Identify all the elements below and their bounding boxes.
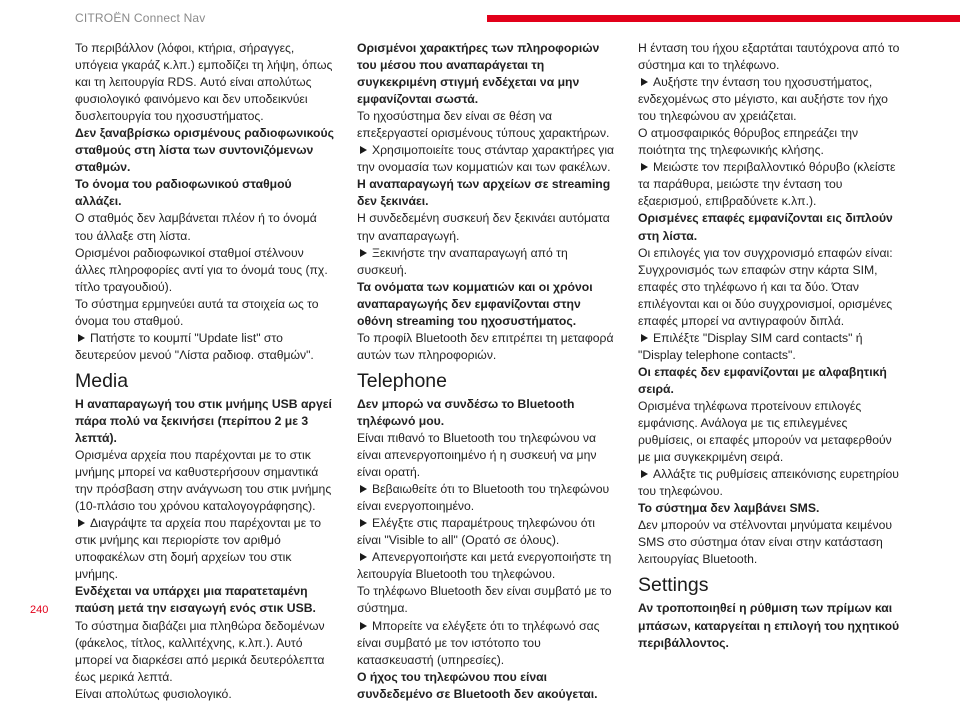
problem-statement: Τα ονόματα των κομματιών και οι χρόνοι αναπαραγωγής δεν εμφανίζονται στην οθόνη streaming του ηχοσυστήματος. — [357, 279, 593, 328]
column-1 — [75, 40, 337, 703]
arrow-bullet-icon — [78, 334, 85, 342]
paragraph: Το προφίλ Bluetooth δεν επιτρέπει τη μεταφορά αυτών των πληροφοριών. — [357, 330, 614, 362]
page-number: 240 — [30, 604, 49, 616]
problem-statement: Δεν μπορώ να συνδέσω το Bluetooth τηλέφωνό μου. — [357, 396, 575, 428]
problem-statement: Ορισμένες επαφές εμφανίζονται εις διπλούν στη λίστα. — [638, 211, 893, 243]
action-text: Αυξήστε την ένταση του ηχοσυστήματος, ενδεχομένως στο μέγιστο, και αυξήστε τον ήχο του τηλεφώνου αν χρειάζεται. — [638, 75, 888, 124]
section-heading: Media — [75, 369, 129, 392]
problem-statement: Ο ήχος του τηλεφώνου που είναι συνδεδεμένο σε Bluetooth δεν ακούγεται. — [357, 669, 598, 701]
paragraph: Το σύστημα διαβάζει μια πληθώρα δεδομένων (φάκελος, τίτλος, καλλιτέχνης, κ.λπ.). Αυτό μπορεί να διαρκέσει από μερικά δευτερόλεπτα έως μερικά λεπτά. — [75, 618, 325, 684]
action-text: Ξεκινήστε την αναπαραγωγή από τη συσκευή. — [357, 245, 568, 277]
paragraph: Η συνδεδεμένη συσκευή δεν ξεκινάει αυτόματα την αναπαραγωγή. — [357, 211, 610, 243]
paragraph: Ορισμένα τηλέφωνα προτείνουν επιλογές εμφάνισης. Ανάλογα με τις επιλεγμένες ρυθμίσεις, οι επαφές μπορούν να μεταφερθούν με μια συγκεκριμένη σειρά. — [638, 398, 892, 465]
action-step — [75, 330, 337, 364]
arrow-bullet-icon — [360, 553, 367, 561]
column-2 — [357, 40, 619, 703]
paragraph: Είναι απολύτως φυσιολογικό. — [75, 686, 232, 701]
action-text: Αλλάξτε τις ρυθμίσεις απεικόνισης ευρετηρίου του τηλεφώνου. — [638, 467, 899, 499]
action-text: Διαγράψτε τα αρχεία που παρέχονται με το στικ μνήμης και περιορίστε τον αριθμό υποφακέλων στη δομή αρχείων του στικ μνήμης. — [75, 516, 322, 582]
section-heading: Telephone — [357, 369, 447, 392]
action-text: Επιλέξτε "Display SIM card contacts" ή "Display telephone contacts". — [638, 330, 863, 362]
problem-statement: Ορισμένοι χαρακτήρες των πληροφοριών του μέσου που αναπαράγεται τη συγκεκριμένη στιγμή ενδέχεται να μην εμφανίζονται σωστά. — [357, 41, 600, 107]
action-text: Μειώστε τον περιβαλλοντικό θόρυβο (κλείστε τα παράθυρα, μειώστε την ένταση του εξαερισμού, επιβραδύνετε κ.λπ.). — [638, 160, 896, 209]
action-step — [638, 330, 900, 364]
running-header: CITROËN Connect Nav — [75, 11, 206, 25]
paragraph: Είναι πιθανό το Bluetooth του τηλεφώνου να είναι απενεργοποιημένο ή η συσκευή να μην είναι ορατή. — [357, 430, 597, 480]
paragraph: Το περιβάλλον (λόφοι, κτήρια, σήραγγες, υπόγεια γκαράζ κ.λπ.) εμποδίζει τη λήψη, όπως και τη λειτουργία RDS. Αυτό είναι απολύτως φυσιολογικό φαινόμενο και δεν υποδεικνύει δυσλειτουργία του ηχοσυστήματος. — [75, 41, 333, 124]
paragraph: Οι επιλογές για τον συγχρονισμό επαφών είναι: Συγχρονισμός των επαφών στην κάρτα SIM, επαφές στο τηλέφωνο ή και τα δύο. Όταν επιλέγονται και οι δύο συγχρονισμοί, ορισμένες επαφές μπορεί να αντιγραφούν διπλά. — [638, 245, 893, 328]
problem-statement: Οι επαφές δεν εμφανίζονται με αλφαβητική σειρά. — [638, 364, 887, 396]
action-step — [357, 245, 619, 279]
problem-statement: Το όνομα του ραδιοφωνικού σταθμού αλλάζει. — [75, 177, 292, 209]
arrow-bullet-icon — [641, 163, 648, 171]
action-step — [357, 515, 619, 549]
arrow-bullet-icon — [360, 519, 367, 527]
problem-statement: Το σύστημα δεν λαμβάνει SMS. — [638, 501, 820, 516]
arrow-bullet-icon — [360, 146, 367, 154]
action-text: Βεβαιωθείτε ότι το Bluetooth του τηλεφώνου είναι ενεργοποιημένο. — [357, 482, 610, 514]
paragraph: Ο ατμοσφαιρικός θόρυβος επηρεάζει την ποιότητα της τηλεφωνικής κλήσης. — [638, 126, 859, 158]
problem-statement: Αν τροποποιηθεί η ρύθμιση των πρίμων και μπάσων, καταργείται η επιλογή του ηχητικού περιβάλλοντος. — [638, 601, 900, 650]
arrow-bullet-icon — [360, 485, 367, 493]
paragraph: Το σύστημα ερμηνεύει αυτά τα στοιχεία ως το όνομα του σταθμού. — [75, 296, 319, 328]
paragraph: Ορισμένα αρχεία που παρέχονται με το στικ μνήμης μπορεί να καθυστερήσουν σημαντικά την πρόσβαση στην ανάγνωση του στικ μνήμης (10-πλάσιο του χρόνου καταλογογράφησης). — [75, 448, 332, 514]
action-text: Απενεργοποιήστε και μετά ενεργοποιήστε τη λειτουργία Bluetooth του τηλεφώνου. — [357, 550, 612, 582]
arrow-bullet-icon — [641, 78, 648, 86]
arrow-bullet-icon — [360, 249, 367, 257]
action-step — [357, 549, 619, 583]
problem-statement: Η αναπαραγωγή των αρχείων σε streaming δεν ξεκινάει. — [357, 177, 611, 209]
action-step — [357, 618, 619, 669]
action-step — [638, 159, 900, 210]
action-text: Ελέγξτε στις παραμέτρους τηλεφώνου ότι είναι "Visible to all" (Ορατό σε όλους). — [357, 516, 595, 548]
arrow-bullet-icon — [360, 622, 367, 630]
action-step — [638, 466, 900, 500]
paragraph: Το τηλέφωνο Bluetooth δεν είναι συμβατό με το σύστημα. — [357, 584, 612, 616]
action-step — [75, 515, 337, 583]
action-step — [638, 74, 900, 125]
action-step — [357, 481, 619, 515]
paragraph: Ορισμένοι ραδιοφωνικοί σταθμοί στέλνουν άλλες πληροφορίες αντί για το όνομά τους (πχ. τίτλο τραγουδιού). — [75, 245, 328, 294]
problem-statement: Η αναπαραγωγή του στικ μνήμης USB αργεί πάρα πολύ να ξεκινήσει (περίπου 2 με 3 λεπτά). — [75, 396, 332, 445]
arrow-bullet-icon — [641, 334, 648, 342]
arrow-bullet-icon — [641, 470, 648, 478]
action-text: Πατήστε το κουμπί "Update list" στο δευτερεύον μενού "Λίστα ραδιοφ. σταθμών". — [75, 330, 314, 362]
action-step — [357, 142, 619, 176]
problem-statement: Ενδέχεται να υπάρχει μια παρατεταμένη παύση μετά την εισαγωγή ενός στικ USB. — [75, 584, 316, 616]
arrow-bullet-icon — [78, 519, 85, 527]
action-text: Μπορείτε να ελέγξετε ότι το τηλέφωνό σας είναι συμβατό με τον ιστότοπο του κατασκευαστή (υπηρεσίες). — [357, 618, 600, 667]
paragraph: Το ηχοσύστημα δεν είναι σε θέση να επεξεργαστεί ορισμένους τύπους χαρακτήρων. — [357, 109, 610, 141]
header-accent-bar — [487, 15, 960, 22]
paragraph: Δεν μπορούν να στέλνονται μηνύματα κειμένου SMS στο σύστημα όταν είναι στην κατάσταση λειτουργίας Bluetooth. — [638, 518, 893, 567]
problem-statement: Δεν ξαναβρίσκω ορισμένους ραδιοφωνικούς σταθμούς στη λίστα των συντονιζόμενων σταθμών. — [75, 126, 334, 175]
paragraph: Ο σταθμός δεν λαμβάνεται πλέον ή το όνομά του άλλαξε στη λίστα. — [75, 211, 317, 243]
paragraph: Η ένταση του ήχου εξαρτάται ταυτόχρονα από το σύστημα και το τηλέφωνο. — [638, 41, 900, 73]
section-heading: Settings — [638, 574, 709, 597]
column-3 — [638, 40, 900, 652]
action-text: Χρησιμοποιείτε τους στάνταρ χαρακτήρες για την ονομασία των κομματιών και των φακέλων. — [357, 143, 615, 175]
